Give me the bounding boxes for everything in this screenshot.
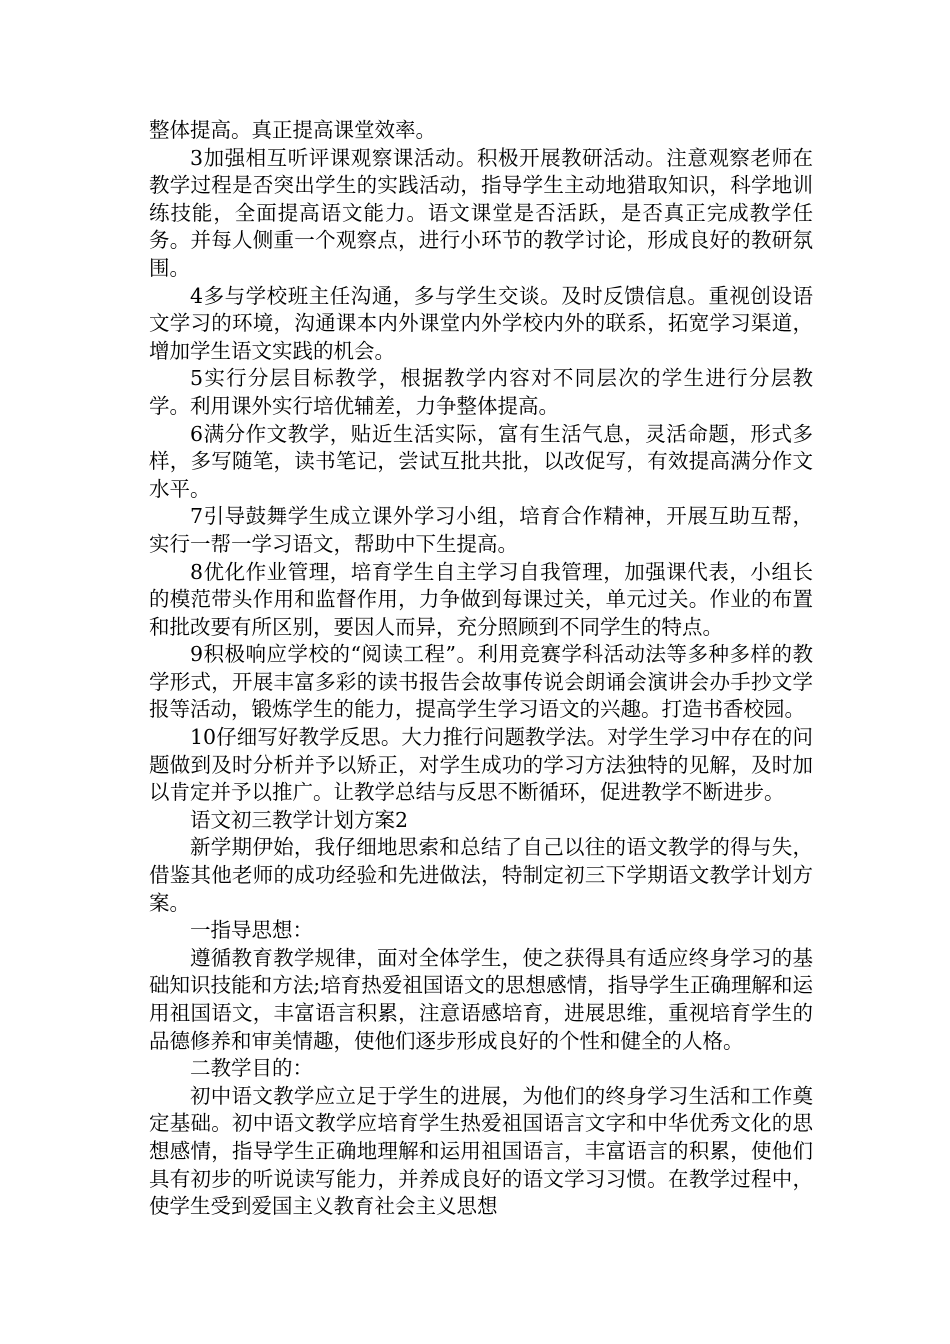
paragraph: 整体提高。真正提高课堂效率。 bbox=[149, 118, 436, 142]
paragraph: 新学期伊始，我仔细地思索和总结了自己以往的语文教学的得与失，借鉴其他老师的成功经验和先进做法，特制定初三下学期语文教学计划方案。 bbox=[149, 835, 813, 915]
paragraph: 4多与学校班主任沟通，多与学生交谈。及时反馈信息。重视创设语文学习的环境，沟通课本内外课堂内外学校内外的联系，拓宽学习渠道，增加学生语文实践的机会。 bbox=[149, 283, 813, 363]
paragraph: 10仔细写好教学反思。大力推行问题教学法。对学生学习中存在的问题做到及时分析并予以矫正，对学生成功的学习方法独特的见解，及时加以肯定并予以推广。让教学总结与反思不断循环，促进教学不断进步。 bbox=[149, 725, 813, 805]
paragraph: 5实行分层目标教学，根据教学内容对不同层次的学生进行分层教学。利用课外实行培优辅差，力争整体提高。 bbox=[149, 366, 813, 418]
paragraph: 遵循教育教学规律，面对全体学生，使之获得具有适应终身学习的基础知识技能和方法;培育热爱祖国语文的思想感情，指导学生正确理解和运用祖国语文，丰富语言积累，注意语感培育，进展思维，重视培育学生的品德修养和审美情趣，使他们逐步形成良好的个性和健全的人格。 bbox=[149, 945, 813, 1053]
paragraph: 8优化作业管理，培育学生自主学习自我管理，加强课代表，小组长的模范带头作用和监督作用，力争做到每课过关，单元过关。作业的布置和批改要有所区别，要因人而异，充分照顾到不同学生的特点。 bbox=[149, 559, 813, 639]
paragraph: 6满分作文教学，贴近生活实际，富有生活气息，灵活命题，形式多样，多写随笔，读书笔记，尝试互批共批，以改促写，有效提高满分作文水平。 bbox=[149, 421, 813, 501]
paragraph: 7引导鼓舞学生成立课外学习小组，培育合作精神，开展互助互帮，实行一帮一学习语文，帮助中下生提高。 bbox=[149, 504, 813, 556]
paragraph: 初中语文教学应立足于学生的进展，为他们的终身学习生活和工作奠定基础。初中语文教学应培育学生热爱祖国语言文字和中华优秀文化的思想感情，指导学生正确地理解和运用祖国语言，丰富语言的积累，使他们具有初步的听说读写能力，并养成良好的语文学习习惯。在教学过程中，使学生受到爱国主义教育社会主义思想 bbox=[149, 1083, 813, 1219]
paragraph: 9积极响应学校的“阅读工程”。利用竞赛学科活动法等多种多样的教学形式，开展丰富多彩的读书报告会故事传说会朗诵会演讲会办手抄文学报等活动，锻炼学生的能力，提高学生学习语文的兴趣。打造书香校园。 bbox=[149, 642, 813, 722]
section-heading: 一指导思想： bbox=[190, 918, 313, 943]
paragraph: 3加强相互听评课观察课活动。积极开展教研活动。注意观察老师在教学过程是否突出学生的实践活动，指导学生主动地猎取知识，科学地训练技能，全面提高语文能力。语文课堂是否活跃，是否真正完成教学任务。并每人侧重一个观察点，进行小环节的教学讨论，形成良好的教研氛围。 bbox=[149, 145, 813, 280]
document-body bbox=[149, 117, 813, 1221]
section-title: 语文初三教学计划方案2 bbox=[190, 807, 409, 832]
section-heading: 二教学目的： bbox=[190, 1056, 313, 1081]
